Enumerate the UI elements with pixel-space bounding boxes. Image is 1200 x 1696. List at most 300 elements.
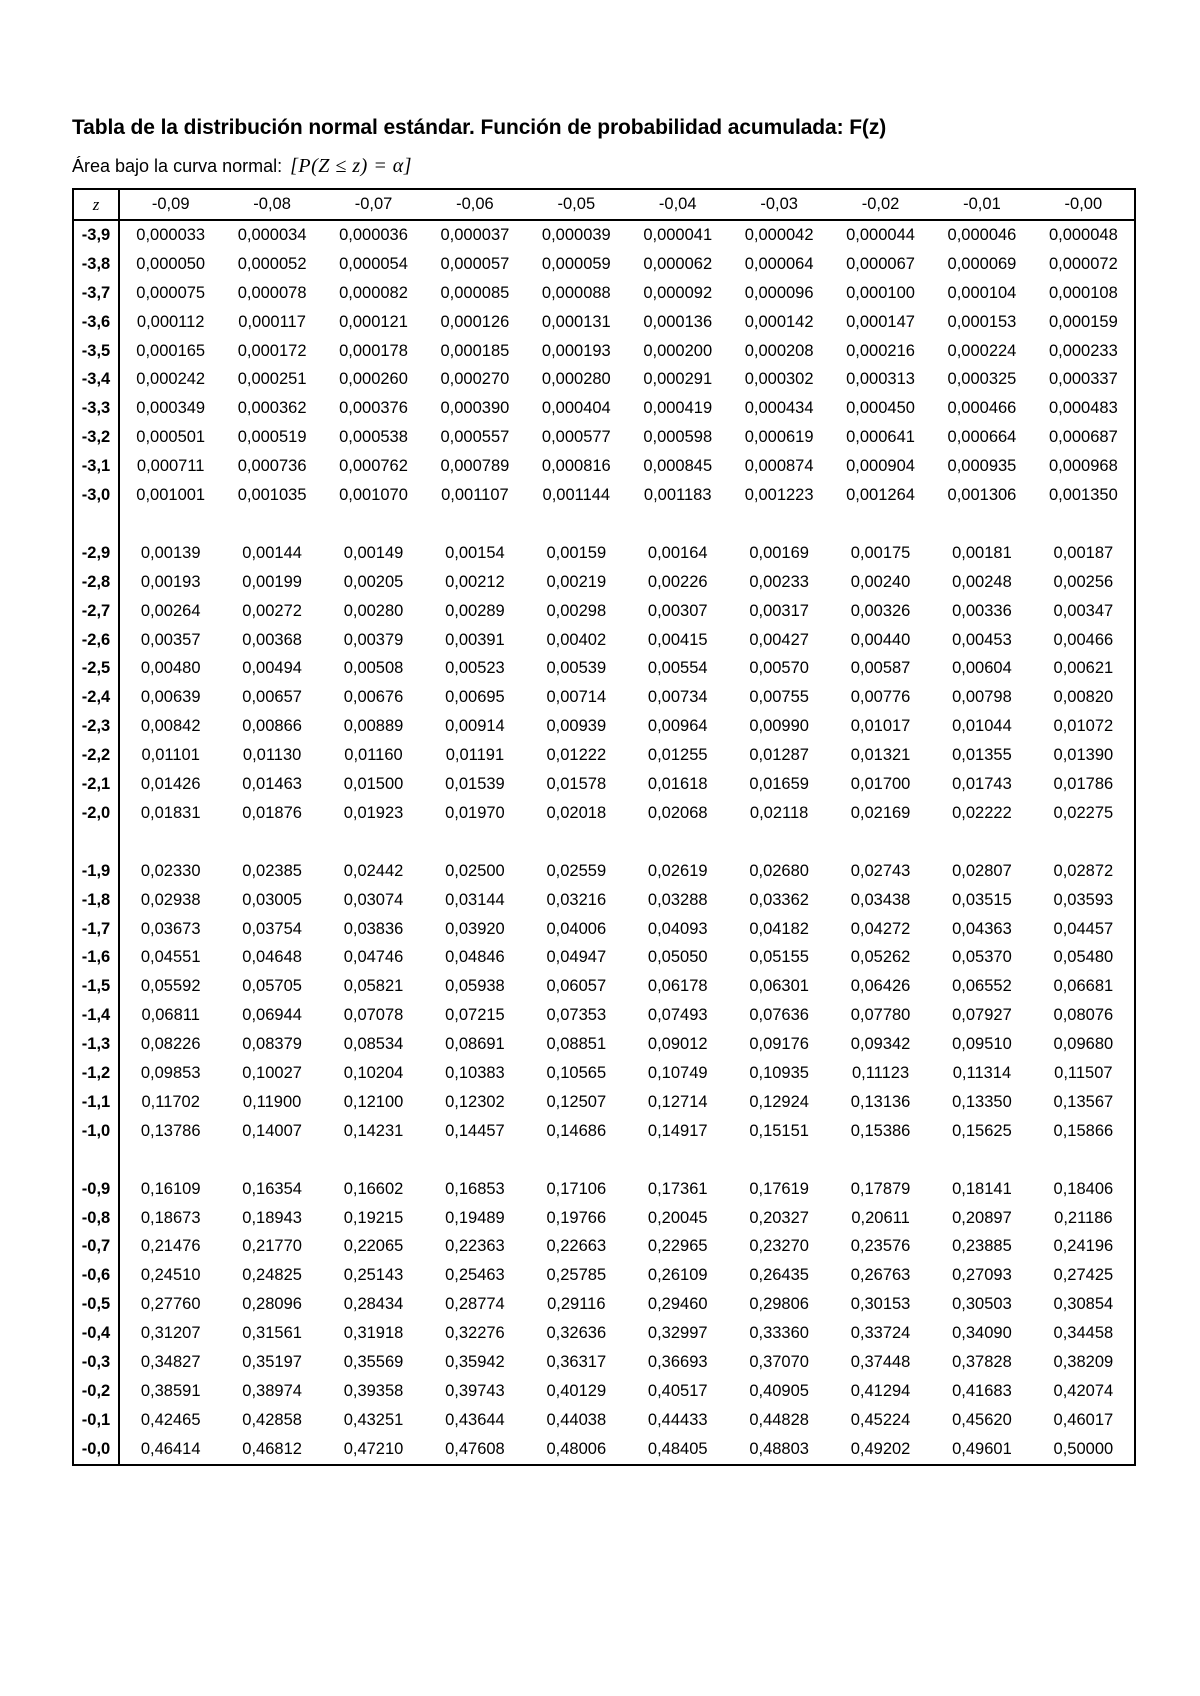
table-row (74, 539, 1134, 568)
probability-cell: 0,001144 (542, 485, 611, 504)
probability-cell: 0,23576 (850, 1237, 911, 1256)
probability-cell: 0,000874 (744, 457, 814, 476)
probability-cell: 0,36693 (647, 1353, 708, 1371)
z-value-cell: -0,2 (74, 1377, 120, 1406)
table-row (74, 799, 1134, 828)
probability-cell: 0,000538 (339, 428, 408, 447)
probability-cell: 0,26109 (647, 1266, 708, 1285)
probability-cell: 0,03216 (546, 890, 607, 909)
probability-cell: 0,001350 (1048, 485, 1118, 504)
page-subtitle (72, 152, 412, 180)
probability-cell: 0,31561 (242, 1324, 302, 1343)
probability-cell: 0,01355 (952, 746, 1012, 765)
probability-cell: 0,32276 (445, 1324, 505, 1343)
probability-cell: 0,21476 (140, 1237, 201, 1256)
probability-cell: 0,33360 (749, 1324, 809, 1343)
table-row (74, 423, 1134, 452)
z-value-cell: -3,4 (74, 365, 120, 394)
probability-cell: 0,000092 (643, 283, 713, 302)
probability-cell: 0,27760 (140, 1295, 201, 1314)
column-header: -0,04 (658, 195, 697, 213)
probability-cell: 0,000088 (541, 283, 611, 302)
probability-cell: 0,000404 (541, 399, 611, 418)
normal-distribution-table (72, 188, 1136, 1466)
table-row (74, 886, 1134, 915)
probability-cell: 0,20327 (749, 1208, 809, 1227)
probability-cell: 0,32636 (546, 1324, 607, 1343)
probability-cell: 0,000037 (440, 225, 510, 244)
probability-cell: 0,000216 (846, 341, 915, 360)
probability-cell: 0,11314 (952, 1063, 1012, 1082)
probability-cell: 0,23885 (952, 1237, 1012, 1256)
table-row (74, 1290, 1134, 1319)
table-row (74, 1261, 1134, 1290)
probability-cell: 0,42074 (1053, 1381, 1114, 1400)
probability-cell: 0,01923 (343, 803, 404, 822)
probability-cell: 0,000034 (237, 225, 307, 244)
probability-cell: 0,05705 (242, 977, 302, 996)
probability-cell: 0,32997 (647, 1324, 708, 1343)
probability-cell: 0,34090 (952, 1324, 1012, 1343)
probability-cell: 0,10935 (749, 1063, 809, 1082)
probability-cell: 0,000483 (1048, 399, 1118, 418)
probability-cell: 0,02118 (749, 803, 809, 822)
column-header: -0,00 (1064, 195, 1103, 213)
probability-cell: 0,000096 (744, 283, 814, 302)
probability-cell: 0,00415 (647, 630, 708, 649)
z-value-cell: -0,0 (74, 1435, 120, 1464)
probability-cell: 0,00175 (850, 543, 911, 562)
probability-cell: 0,01970 (445, 803, 505, 822)
probability-cell: 0,28434 (343, 1295, 404, 1314)
z-value-cell: -3,7 (74, 279, 120, 308)
z-value-cell: -1,5 (74, 972, 120, 1001)
probability-cell: 0,00164 (647, 543, 708, 562)
probability-cell: 0,10383 (445, 1063, 505, 1082)
z-value-cell: -3,0 (74, 481, 120, 510)
probability-cell: 0,00256 (1053, 572, 1114, 591)
probability-cell: 0,11702 (141, 1092, 200, 1111)
z-value-cell: -3,6 (74, 308, 120, 337)
probability-cell: 0,04457 (1053, 919, 1114, 938)
probability-cell: 0,000233 (1048, 341, 1118, 360)
probability-cell: 0,00453 (952, 630, 1012, 649)
probability-cell: 0,25785 (546, 1266, 607, 1285)
probability-cell: 0,001107 (441, 485, 509, 504)
probability-cell: 0,000112 (136, 312, 205, 331)
probability-cell: 0,06178 (647, 977, 708, 996)
probability-cell: 0,22663 (546, 1237, 607, 1256)
probability-cell: 0,04551 (140, 948, 201, 967)
table-row (74, 337, 1134, 366)
probability-cell: 0,00169 (749, 543, 809, 562)
probability-cell: 0,19215 (343, 1208, 404, 1227)
probability-cell: 0,04947 (546, 948, 607, 967)
probability-cell: 0,000260 (339, 370, 408, 389)
probability-cell: 0,01463 (242, 774, 302, 793)
probability-cell: 0,000313 (846, 370, 915, 389)
probability-cell: 0,01130 (242, 746, 302, 765)
probability-cell: 0,00639 (140, 688, 201, 707)
probability-cell: 0,000041 (643, 225, 713, 244)
probability-cell: 0,000434 (744, 399, 814, 418)
probability-cell: 0,42465 (140, 1410, 201, 1429)
probability-cell: 0,18673 (140, 1208, 201, 1227)
probability-cell: 0,24196 (1053, 1237, 1114, 1256)
probability-cell: 0,00480 (140, 659, 201, 678)
probability-cell: 0,02169 (850, 803, 911, 822)
probability-cell: 0,00233 (749, 572, 809, 591)
probability-cell: 0,01255 (647, 746, 708, 765)
probability-cell: 0,13786 (140, 1121, 201, 1140)
probability-cell: 0,00226 (647, 572, 708, 591)
probability-cell: 0,34827 (140, 1353, 201, 1371)
probability-cell: 0,10204 (343, 1063, 404, 1082)
probability-cell: 0,00820 (1053, 688, 1114, 707)
probability-cell: 0,08534 (343, 1035, 404, 1054)
probability-cell: 0,000904 (846, 457, 915, 476)
table-row (74, 279, 1134, 308)
probability-cell: 0,17106 (546, 1179, 607, 1198)
probability-cell: 0,44038 (546, 1410, 607, 1429)
table-row (74, 1435, 1134, 1464)
probability-cell: 0,35197 (242, 1353, 302, 1371)
probability-cell: 0,03288 (647, 890, 708, 909)
probability-cell: 0,01539 (445, 774, 505, 793)
probability-cell: 0,12100 (343, 1092, 404, 1111)
probability-cell: 0,00734 (647, 688, 708, 707)
probability-cell: 0,12507 (546, 1092, 607, 1111)
probability-cell: 0,00357 (140, 630, 201, 649)
z-value-cell: -1,3 (74, 1030, 120, 1059)
probability-cell: 0,00494 (242, 659, 302, 678)
table-row (74, 1175, 1134, 1204)
probability-cell: 0,13136 (850, 1092, 911, 1111)
probability-cell: 0,48405 (647, 1439, 708, 1458)
table-row (74, 1319, 1134, 1348)
z-value-cell: -1,7 (74, 915, 120, 944)
probability-cell: 0,000598 (643, 428, 713, 447)
probability-cell: 0,48006 (546, 1439, 607, 1458)
probability-cell: 0,000117 (238, 312, 306, 331)
probability-cell: 0,02619 (647, 861, 708, 880)
z-value-cell: -0,3 (74, 1348, 120, 1377)
probability-cell: 0,06301 (749, 977, 809, 996)
z-value-cell (74, 510, 120, 539)
table-row (74, 915, 1134, 944)
probability-cell: 0,09012 (647, 1035, 708, 1054)
table-header-row (74, 190, 1134, 221)
probability-cell: 0,50000 (1053, 1439, 1114, 1458)
z-value-cell: -3,9 (74, 221, 120, 250)
page-title: Tabla de la distribución normal estándar. Función de probabilidad acumulada: F(z) (72, 116, 887, 139)
probability-cell: 0,000280 (541, 370, 611, 389)
probability-cell: 0,31207 (140, 1324, 201, 1343)
probability-cell: 0,07636 (749, 1006, 809, 1025)
probability-cell: 0,31918 (343, 1324, 404, 1343)
probability-cell: 0,000501 (136, 428, 206, 447)
probability-cell: 0,07215 (445, 1006, 505, 1025)
probability-cell: 0,000193 (541, 341, 611, 360)
probability-cell: 0,000172 (237, 341, 307, 360)
column-header: -0,01 (963, 195, 1001, 213)
table-row (74, 250, 1134, 279)
probability-cell: 0,00264 (140, 601, 201, 620)
probability-cell: 0,35569 (343, 1353, 404, 1371)
column-header: -0,07 (354, 195, 393, 213)
probability-cell: 0,46414 (140, 1439, 201, 1458)
probability-cell: 0,00317 (749, 601, 809, 620)
z-value-cell: -2,6 (74, 626, 120, 655)
probability-cell: 0,24510 (140, 1266, 201, 1285)
probability-cell: 0,00347 (1053, 601, 1114, 620)
probability-cell: 0,000039 (541, 225, 611, 244)
probability-cell: 0,000062 (643, 254, 713, 273)
probability-cell: 0,00326 (850, 601, 911, 620)
probability-cell: 0,000067 (846, 254, 915, 273)
table-row (74, 712, 1134, 741)
probability-cell: 0,000033 (136, 225, 206, 244)
group-spacer-row (74, 510, 1134, 539)
probability-cell: 0,00159 (546, 543, 607, 562)
table-row (74, 308, 1134, 337)
probability-cell: 0,00289 (445, 601, 505, 620)
z-value-cell: -3,3 (74, 394, 120, 423)
probability-cell: 0,00205 (343, 572, 404, 591)
probability-cell: 0,01191 (445, 746, 505, 765)
probability-cell: 0,001070 (339, 485, 408, 504)
probability-cell: 0,00199 (242, 572, 302, 591)
probability-cell: 0,00621 (1053, 659, 1114, 678)
table-row (74, 770, 1134, 799)
probability-cell: 0,00539 (546, 659, 607, 678)
probability-cell: 0,25463 (445, 1266, 505, 1285)
probability-cell: 0,20897 (952, 1208, 1012, 1227)
column-header: -0,02 (861, 195, 900, 213)
table-row (74, 597, 1134, 626)
probability-cell: 0,000052 (237, 254, 307, 273)
probability-cell: 0,001264 (846, 485, 915, 504)
probability-cell: 0,26435 (749, 1266, 809, 1285)
column-header: -0,09 (151, 195, 190, 213)
probability-cell: 0,27425 (1053, 1266, 1114, 1285)
probability-cell: 0,01222 (546, 746, 607, 765)
probability-cell: 0,02275 (1053, 803, 1114, 822)
probability-cell: 0,000325 (947, 370, 1017, 389)
probability-cell: 0,19489 (445, 1208, 505, 1227)
z-value-cell: -0,6 (74, 1261, 120, 1290)
probability-cell: 0,000200 (643, 341, 713, 360)
table-row (74, 365, 1134, 394)
probability-cell: 0,10027 (242, 1063, 302, 1082)
probability-cell: 0,000419 (643, 399, 713, 418)
probability-cell: 0,000242 (136, 370, 206, 389)
probability-cell: 0,38209 (1053, 1353, 1114, 1371)
z-value-cell: -1,4 (74, 1001, 120, 1030)
probability-cell: 0,000064 (744, 254, 814, 273)
probability-cell: 0,48803 (749, 1439, 809, 1458)
z-value-cell: -0,8 (74, 1204, 120, 1233)
probability-cell: 0,000519 (237, 428, 307, 447)
probability-cell: 0,000178 (339, 341, 408, 360)
probability-cell: 0,02500 (445, 861, 505, 880)
z-value-cell: -2,8 (74, 568, 120, 597)
probability-cell: 0,08076 (1053, 1006, 1114, 1025)
probability-cell: 0,04182 (749, 919, 809, 938)
probability-cell: 0,11507 (1054, 1063, 1113, 1082)
probability-cell: 0,03074 (343, 890, 404, 909)
probability-cell: 0,01578 (546, 774, 607, 793)
table-row (74, 452, 1134, 481)
probability-cell: 0,00212 (445, 572, 505, 591)
probability-cell: 0,000165 (136, 341, 206, 360)
probability-cell: 0,27093 (952, 1266, 1012, 1285)
probability-cell: 0,47210 (343, 1439, 404, 1458)
group-spacer-row (74, 828, 1134, 857)
probability-cell: 0,14457 (445, 1121, 505, 1140)
probability-cell: 0,04006 (546, 919, 607, 938)
probability-cell: 0,00187 (1053, 543, 1114, 562)
probability-cell: 0,00139 (140, 543, 201, 562)
probability-cell: 0,000104 (947, 283, 1017, 302)
probability-cell: 0,000042 (744, 225, 814, 244)
probability-cell: 0,000390 (440, 399, 510, 418)
probability-cell: 0,001001 (136, 485, 206, 504)
probability-cell: 0,000142 (744, 312, 814, 331)
probability-cell: 0,28096 (242, 1295, 302, 1314)
probability-cell: 0,09510 (952, 1035, 1012, 1054)
probability-cell: 0,000048 (1048, 225, 1118, 244)
column-header: -0,05 (557, 195, 596, 213)
probability-cell: 0,000349 (136, 399, 206, 418)
table-row (74, 943, 1134, 972)
probability-cell: 0,11900 (242, 1092, 302, 1111)
probability-cell: 0,15866 (1053, 1121, 1114, 1140)
probability-cell: 0,10565 (546, 1063, 607, 1082)
probability-cell: 0,00307 (647, 601, 708, 620)
table-row (74, 394, 1134, 423)
probability-cell: 0,15386 (850, 1121, 911, 1140)
probability-cell: 0,01659 (749, 774, 809, 793)
probability-cell: 0,00272 (242, 601, 302, 620)
z-value-cell: -3,5 (74, 337, 120, 366)
probability-cell: 0,39358 (343, 1381, 404, 1400)
probability-cell: 0,05480 (1053, 948, 1114, 967)
probability-cell: 0,07353 (546, 1006, 607, 1025)
probability-cell: 0,00149 (343, 543, 404, 562)
z-value-cell: -1,8 (74, 886, 120, 915)
probability-cell: 0,02330 (140, 861, 201, 880)
z-value-cell (74, 828, 120, 857)
z-value-cell: -3,1 (74, 452, 120, 481)
z-value-cell: -1,6 (74, 943, 120, 972)
probability-cell: 0,000337 (1048, 370, 1118, 389)
probability-cell: 0,41294 (850, 1381, 911, 1400)
probability-cell: 0,22965 (647, 1237, 708, 1256)
table-row (74, 1233, 1134, 1262)
table-row (74, 568, 1134, 597)
probability-cell: 0,000466 (947, 399, 1017, 418)
z-value-cell: -1,2 (74, 1059, 120, 1088)
probability-cell: 0,49601 (952, 1439, 1012, 1458)
table-row (74, 683, 1134, 712)
probability-cell: 0,03515 (952, 890, 1012, 909)
probability-cell: 0,34458 (1053, 1324, 1114, 1343)
probability-cell: 0,12302 (445, 1092, 505, 1111)
table-row (74, 1001, 1134, 1030)
probability-cell: 0,00914 (445, 717, 505, 736)
probability-cell: 0,38591 (140, 1381, 201, 1400)
probability-cell: 0,03920 (445, 919, 505, 938)
z-value-cell: -1,9 (74, 857, 120, 886)
probability-cell: 0,01287 (749, 746, 809, 765)
table-row (74, 1406, 1134, 1435)
probability-cell: 0,02680 (749, 861, 809, 880)
probability-cell: 0,05821 (343, 977, 404, 996)
probability-cell: 0,000968 (1048, 457, 1118, 476)
probability-cell: 0,04846 (445, 948, 505, 967)
probability-cell: 0,35942 (445, 1353, 505, 1371)
table-row (74, 972, 1134, 1001)
probability-cell: 0,00657 (242, 688, 302, 707)
probability-formula: [P(Z ≤ z) = α] (290, 154, 413, 177)
probability-cell: 0,01700 (850, 774, 911, 793)
probability-cell: 0,00964 (647, 717, 708, 736)
table-row (74, 1117, 1134, 1146)
probability-cell: 0,000121 (339, 312, 408, 331)
z-value-cell: -0,5 (74, 1290, 120, 1319)
probability-cell: 0,000078 (237, 283, 307, 302)
z-value-cell: -2,9 (74, 539, 120, 568)
probability-cell: 0,000291 (643, 370, 713, 389)
probability-cell: 0,18141 (952, 1179, 1012, 1198)
probability-cell: 0,000251 (237, 370, 307, 389)
z-column-header: z (74, 190, 120, 219)
probability-cell: 0,03144 (445, 890, 505, 909)
probability-cell: 0,000641 (846, 428, 915, 447)
probability-cell: 0,000046 (947, 225, 1017, 244)
z-value-cell (74, 1146, 120, 1175)
probability-cell: 0,40517 (647, 1381, 708, 1400)
probability-cell: 0,21770 (242, 1237, 302, 1256)
probability-cell: 0,42858 (242, 1410, 302, 1429)
subtitle-label: Área bajo la curva normal: (72, 155, 283, 176)
probability-cell: 0,16354 (242, 1179, 302, 1198)
probability-cell: 0,000577 (541, 428, 611, 447)
probability-cell: 0,01426 (140, 774, 201, 793)
probability-cell: 0,03438 (850, 890, 911, 909)
probability-cell: 0,05262 (850, 948, 911, 967)
probability-cell: 0,000845 (643, 457, 713, 476)
table-row (74, 1377, 1134, 1406)
probability-cell: 0,06552 (952, 977, 1012, 996)
probability-cell: 0,000711 (136, 457, 205, 476)
probability-cell: 0,01072 (1053, 717, 1114, 736)
z-value-cell: -2,5 (74, 654, 120, 683)
probability-cell: 0,00298 (546, 601, 607, 620)
probability-cell: 0,37070 (749, 1353, 809, 1371)
probability-cell: 0,12714 (647, 1092, 708, 1111)
probability-cell: 0,09680 (1053, 1035, 1114, 1054)
z-value-cell: -2,3 (74, 712, 120, 741)
probability-cell: 0,14007 (242, 1121, 302, 1140)
probability-cell: 0,06944 (242, 1006, 302, 1025)
probability-cell: 0,04093 (647, 919, 708, 938)
probability-cell: 0,00889 (343, 717, 404, 736)
probability-cell: 0,13350 (952, 1092, 1012, 1111)
probability-cell: 0,00866 (242, 717, 302, 736)
probability-cell: 0,000185 (440, 341, 510, 360)
